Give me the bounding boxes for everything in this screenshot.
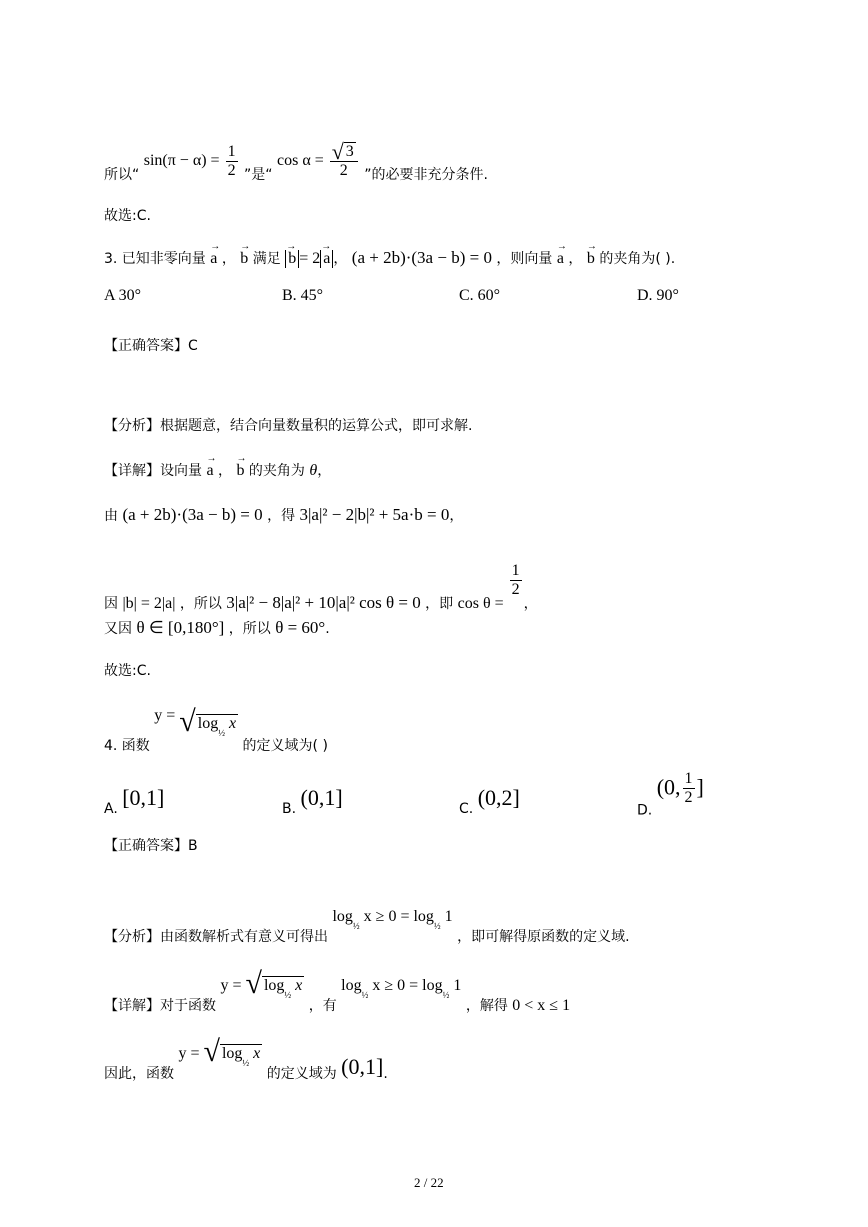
- detail-text: ，得: [267, 508, 296, 524]
- q4-domain: 的定义域为( ): [242, 738, 328, 754]
- comma: ，: [221, 251, 236, 267]
- detail-text: ，即: [425, 596, 454, 612]
- function-y: y =: [220, 977, 246, 994]
- q3-detail-1: [104, 460, 331, 480]
- question-3: [104, 248, 675, 268]
- option-c: C. 60°: [459, 287, 501, 304]
- detail-text: ，所以: [228, 621, 271, 637]
- sin-expression: sin(π − α) =: [143, 152, 224, 169]
- option-a-q4: A. [0,1]: [104, 785, 165, 817]
- detail-text: 由: [104, 508, 118, 524]
- select-line-1: 故选:C.: [104, 208, 151, 224]
- analysis-text: ，即可解得原函数的定义域.: [457, 929, 630, 945]
- q3-then: ，则向量: [496, 251, 553, 267]
- theta-symbol: θ: [309, 462, 318, 479]
- comma: ，: [218, 463, 233, 479]
- cos-expression: cos α =: [276, 152, 328, 169]
- detail-text: 因: [104, 596, 118, 612]
- vector-b-2: → b: [587, 250, 595, 268]
- option-b-q4: B. (0,1]: [282, 785, 343, 817]
- q4-answer: 【正确答案】B: [104, 838, 198, 854]
- condition-1: → b = 2→ a: [285, 250, 333, 267]
- q3-analysis: 【分析】根据题意，结合向量数量积的运算公式，即可求解.: [104, 418, 473, 434]
- fraction-half: $\frac{1}{2}$: [227, 142, 236, 179]
- equation-3a: |b| = 2|a|: [122, 595, 176, 612]
- q4-label: 4. 函数: [104, 738, 150, 754]
- option-b: B. 45°: [282, 287, 324, 304]
- fraction-half-2: $\frac{1}{2}$: [511, 562, 520, 598]
- equation-3c: cos θ =: [457, 595, 508, 612]
- select-line-2: 故选:C.: [104, 663, 151, 679]
- detail-text: 【详解】设向量: [104, 463, 202, 479]
- detail-text: ，所以: [179, 596, 222, 612]
- conclusion-text: 的定义域为: [266, 1066, 337, 1082]
- detail-text: 【详解】对于函数: [104, 998, 216, 1014]
- q4-conclusion: 因此，函数 y = √ $\log_{\frac{1}{2}} x$ 的定义域为 (0,1].: [104, 1035, 388, 1082]
- range-expression: 0 < x ≤ 1: [512, 997, 571, 1014]
- text-prefix: 所以“: [104, 167, 140, 183]
- function-y: y =: [154, 707, 180, 724]
- log-root-2: √ $\log_{\frac{1}{2}} x$: [245, 977, 304, 994]
- log-root: √ $\log_{\frac{1}{2}} x$: [179, 715, 238, 732]
- q3-detail-2: [104, 505, 463, 525]
- comma: ，: [568, 251, 583, 267]
- comma: ，: [333, 251, 348, 267]
- vector-a-2: → a: [557, 250, 564, 268]
- detail-text: ，解得: [465, 998, 508, 1014]
- analysis-text: 【分析】由函数解析式有意义可得出: [104, 929, 328, 945]
- equation-1: (a + 2b)·(3a − b) = 0: [122, 505, 263, 524]
- text-mid: ”是“: [244, 167, 273, 183]
- log-root-3: √ $\log_{\frac{1}{2}} x$: [203, 1045, 262, 1062]
- function-y: y =: [178, 1045, 204, 1062]
- equation-4b: θ = 60°: [275, 618, 326, 637]
- option-a: A 30°: [104, 287, 142, 304]
- conclusion-text: 因此，函数: [104, 1066, 174, 1082]
- comma: ，: [523, 596, 538, 612]
- detail-text: 的夹角为: [248, 463, 305, 479]
- comma: ，: [449, 508, 464, 524]
- vector-a-3: → a: [206, 462, 213, 480]
- q3-detail-3: [104, 562, 538, 613]
- q3-angle: 的夹角为( ).: [599, 251, 676, 267]
- page-number: 2 / 22: [414, 1175, 444, 1190]
- vector-b-3: → b: [236, 462, 244, 480]
- q4-detail: [104, 967, 570, 1015]
- q3-detail-4: 又因 θ ∈ [0,180°] ，所以 θ = 60°.: [104, 618, 330, 637]
- vector-b: → b: [240, 250, 248, 268]
- log-ineq-2: $\log_{\frac{1}{2}} x \ge 0 = \log_{\frac{1}{2}} 1$: [341, 977, 462, 1000]
- detail-text: 又因: [104, 621, 132, 637]
- detail-text: ，有: [308, 998, 337, 1014]
- text-suffix: ”的必要非充分条件.: [364, 167, 488, 183]
- comma: ，: [317, 463, 332, 479]
- option-d-q4: D. (0, $\frac{1}{2}$ ]: [637, 770, 704, 819]
- q3-label: 3. 已知非零向量: [104, 251, 206, 267]
- fraction-root3: $\frac{√ 3}{2}$: [330, 142, 358, 180]
- equation-4a: θ ∈ [0,180°]: [136, 618, 225, 637]
- condition-line: [104, 139, 488, 184]
- question-4: [104, 705, 328, 755]
- vector-a: → a: [210, 250, 217, 268]
- option-d: D. 90°: [637, 287, 679, 304]
- q3-answer: 【正确答案】C: [104, 338, 198, 354]
- condition-2: (a + 2b)·(3a − b) = 0: [351, 248, 492, 267]
- domain-result: (0,1]: [341, 1054, 384, 1079]
- q4-analysis: [104, 908, 630, 946]
- q3-satisfy: 满足: [252, 251, 281, 267]
- option-c-q4: C. (0,2]: [459, 785, 520, 817]
- log-ineq: $\log_{\frac{1}{2}} x \ge 0 = \log_{\frac{1}{2}} 1$: [332, 908, 453, 931]
- equation-2: 3|a|² − 2|b|² + 5a·b = 0: [299, 505, 450, 524]
- equation-3b: 3|a|² − 8|a|² + 10|a|² cos θ = 0: [226, 593, 421, 612]
